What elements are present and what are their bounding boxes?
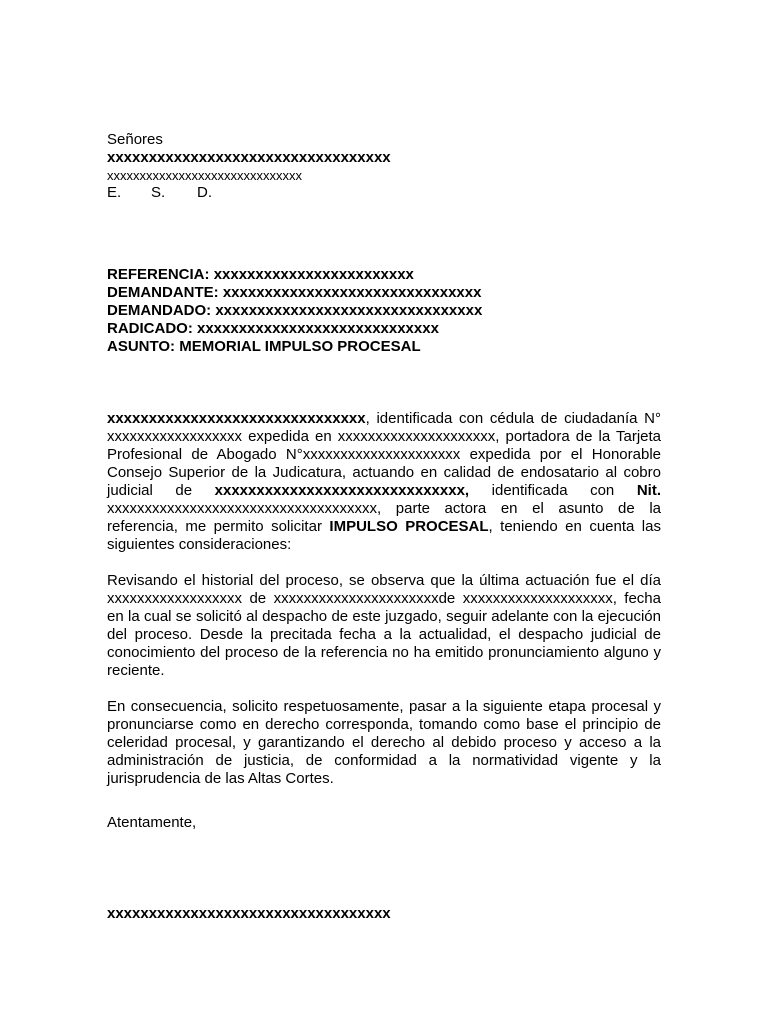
asunto-value: MEMORIAL IMPULSO PROCESAL <box>179 338 421 355</box>
addressee-detail: xxxxxxxxxxxxxxxxxxxxxxxxxxxxxx <box>107 168 302 183</box>
intro-text-3: xxxxxxxxxxxxxxxxxxxxxxxxxxxxxxxxxxxx, parte actora en el asunto de la referencia, me permito solicitar <box>107 500 661 535</box>
demandado-label: DEMANDADO: <box>107 302 212 319</box>
esd-d: D. <box>197 184 212 201</box>
esd-line <box>107 184 661 202</box>
paragraph-history: Revisando el historial del proceso, se observa que la última actuación fue el día xxxxxxxxxxxxxxxxxx de xxxxxxxxxxxxxxxxxxxxxxde xxxxxxxxxxxxxxxxxxxx, fecha en la cual se solicitó al despacho de este juzgado, seguir adelante con la ejecución del proceso. Desde la precitada fecha a la actualidad, el despacho judicial de conocimiento del proceso de la referencia no ha emitido pronunciamiento alguno y reciente. <box>107 572 661 679</box>
esd-s: S. <box>151 184 166 201</box>
paragraph-request: En consecuencia, solicito respetuosamente, pasar a la siguiente etapa procesal y pronunciarse como en derecho corresponda, tomando como base el principio de celeridad procesal, y garantizando el derecho al debido proceso y acceso a la administración de justicia, de conformidad a la normatividad vigente y la jurisprudencia de las Altas Cortes. <box>107 698 661 787</box>
radicado-label: RADICADO: <box>107 320 193 337</box>
intro-text-1: , identificada con cédula de ciudadanía N° xxxxxxxxxxxxxxxxxx expedida en xxxxxxxxxxxxxxxxxxxxx, portadora de la Tarjeta Profesional de Abogado N°xxxxxxxxxxxxxxxxxxxxx expedida por el Honorable Consejo Superior de la Judicatura, actuando en calidad de endosatario al cobro judicial de <box>107 410 661 499</box>
intro-text-2: identificada con <box>469 482 637 499</box>
paragraph-introduction <box>107 410 661 554</box>
referencia-line <box>107 266 661 284</box>
referencia-value: xxxxxxxxxxxxxxxxxxxxxxxx <box>213 266 414 283</box>
requester-name: xxxxxxxxxxxxxxxxxxxxxxxxxxxxxxx <box>107 410 366 427</box>
letter-body <box>107 410 661 788</box>
signature: xxxxxxxxxxxxxxxxxxxxxxxxxxxxxxxxxx <box>107 905 391 922</box>
asunto-label: ASUNTO: <box>107 338 176 355</box>
salutation: Señores <box>107 131 163 148</box>
radicado-line <box>107 320 661 338</box>
reference-block <box>107 266 661 356</box>
demandado-line <box>107 302 661 320</box>
esd-e: E. <box>107 184 122 201</box>
radicado-value: xxxxxxxxxxxxxxxxxxxxxxxxxxxxx <box>197 320 439 337</box>
impulso-procesal: IMPULSO PROCESAL <box>329 518 489 535</box>
demandante-value: xxxxxxxxxxxxxxxxxxxxxxxxxxxxxxx <box>222 284 482 301</box>
addressee-block <box>107 131 661 202</box>
demandado-value: xxxxxxxxxxxxxxxxxxxxxxxxxxxxxxxx <box>215 302 483 319</box>
asunto-line <box>107 338 661 356</box>
referencia-label: REFERENCIA: <box>107 266 210 283</box>
nit-label: Nit. <box>636 482 661 499</box>
demandante-line <box>107 284 661 302</box>
intro-text-4: , teniendo en cuenta las siguientes consideraciones: <box>107 518 661 553</box>
creditor-name: xxxxxxxxxxxxxxxxxxxxxxxxxxxxxx, <box>214 482 470 499</box>
demandante-label: DEMANDANTE: <box>107 284 219 301</box>
letter-page <box>107 131 661 832</box>
closing: Atentamente, <box>107 814 197 831</box>
addressee-name: xxxxxxxxxxxxxxxxxxxxxxxxxxxxxxxxxx <box>107 149 391 166</box>
